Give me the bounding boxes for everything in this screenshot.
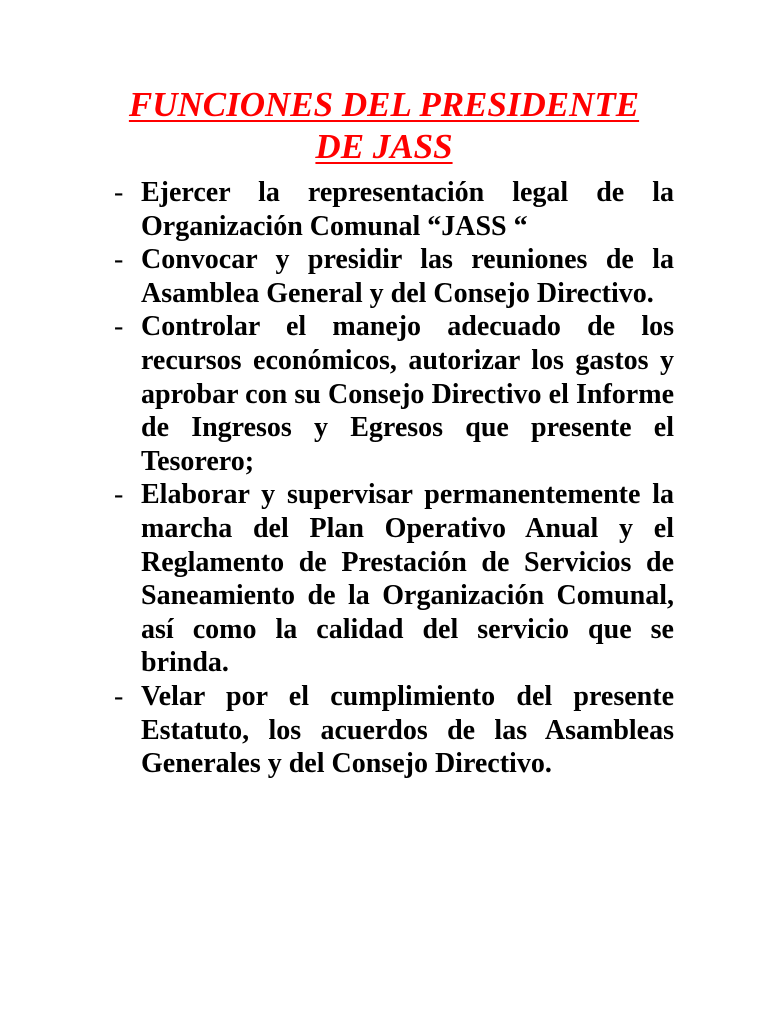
title-line-2: DE JASS (315, 127, 453, 166)
list-item-text: Elaborar y supervisar permanentemente la marcha del Plan Operativo Anual y el Reglamento de Prestación de Servicios de Saneamiento de la Organización Comunal, así como la calidad del servicio que se brinda. (141, 479, 674, 679)
list-item-elaborate (114, 478, 674, 680)
bullet-dash: - (114, 680, 124, 712)
list-item-text: Convocar y presidir las reuniones de la Asamblea General y del Consejo Directivo. (141, 244, 674, 309)
list-item-convene (114, 243, 674, 310)
title-line-1: FUNCIONES DEL PRESIDENTE (128, 85, 640, 124)
bullet-dash: - (114, 177, 124, 208)
list-item-representation (114, 176, 674, 243)
bullet-dash: - (114, 311, 124, 343)
page-title (0, 84, 768, 168)
list-item-text: Ejercer la representación legal de la Organización Comunal “JASS “ (141, 177, 674, 242)
bullet-dash: - (114, 244, 124, 276)
list-item-oversee (114, 680, 674, 781)
list-item-text: Velar por el cumplimiento del presente Estatuto, los acuerdos de las Asambleas Generales y del Consejo Directivo. (141, 680, 674, 780)
list-item-control (114, 310, 674, 478)
list-item-text: Controlar el manejo adecuado de los recursos económicos, autorizar los gastos y aprobar con su Consejo Directivo el Informe de Ingresos y Egresos que presente el Tesorero; (141, 311, 674, 477)
functions-list (114, 176, 674, 781)
bullet-dash: - (114, 479, 124, 511)
